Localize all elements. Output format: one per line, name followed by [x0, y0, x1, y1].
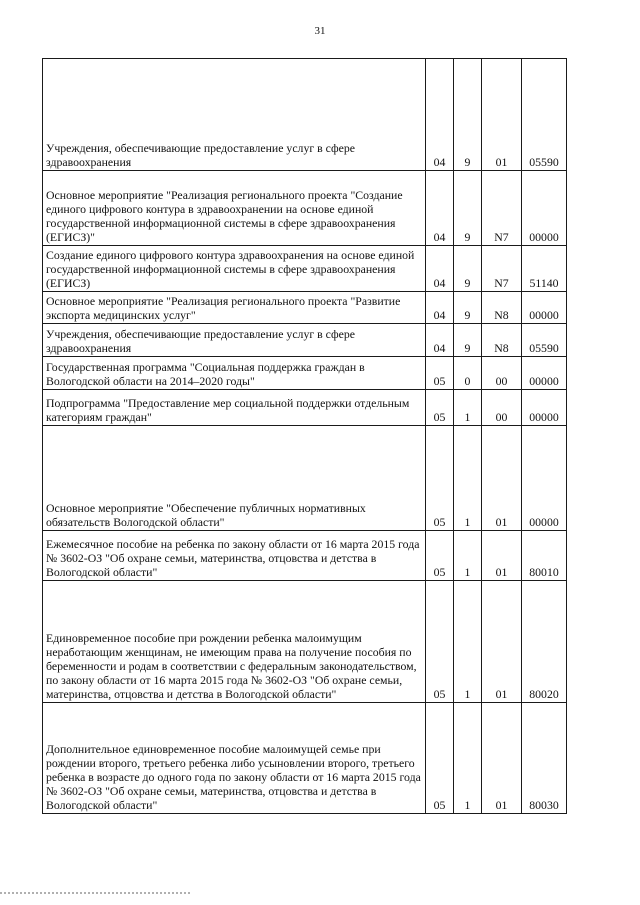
direction-code: 00000 — [522, 426, 567, 531]
table-row — [43, 357, 567, 390]
program-code: 1 — [454, 581, 482, 703]
program-code: 1 — [454, 531, 482, 581]
section-code: 04 — [426, 171, 454, 246]
section-code: 04 — [426, 59, 454, 171]
section-code: 04 — [426, 324, 454, 357]
program-code: 9 — [454, 59, 482, 171]
budget-classification-table — [42, 58, 567, 814]
subprogram-code: 01 — [482, 426, 522, 531]
item-name: Государственная программа "Социальная поддержка граждан в Вологодской области на 2014–2020 годы" — [43, 357, 426, 390]
subprogram-code: 00 — [482, 357, 522, 390]
program-code: 1 — [454, 703, 482, 814]
table-row — [43, 531, 567, 581]
section-code: 05 — [426, 390, 454, 426]
table-row — [43, 324, 567, 357]
section-code: 05 — [426, 426, 454, 531]
section-code: 04 — [426, 292, 454, 324]
direction-code: 00000 — [522, 171, 567, 246]
table-row — [43, 703, 567, 814]
table-row — [43, 426, 567, 531]
subprogram-code: 01 — [482, 59, 522, 171]
program-code: 1 — [454, 390, 482, 426]
subprogram-code: 01 — [482, 531, 522, 581]
item-name: Основное мероприятие "Реализация регионального проекта "Создание единого цифрового контура в здравоохранении на основе единой государственной информационной системы в сфере здравоохранения (ЕГИСЗ)" — [43, 171, 426, 246]
direction-code: 05590 — [522, 59, 567, 171]
subprogram-code: N8 — [482, 324, 522, 357]
direction-code: 05590 — [522, 324, 567, 357]
direction-code: 80030 — [522, 703, 567, 814]
item-name: Учреждения, обеспечивающие предоставление услуг в сфере здравоохранения — [43, 59, 426, 171]
direction-code: 80020 — [522, 581, 567, 703]
subprogram-code: 00 — [482, 390, 522, 426]
section-code: 05 — [426, 531, 454, 581]
section-code: 04 — [426, 246, 454, 292]
section-code: 05 — [426, 357, 454, 390]
table-row — [43, 171, 567, 246]
direction-code: 00000 — [522, 390, 567, 426]
program-code: 9 — [454, 324, 482, 357]
item-name: Основное мероприятие "Обеспечение публичных нормативных обязательств Вологодской области" — [43, 426, 426, 531]
program-code: 9 — [454, 292, 482, 324]
bottom-scan-edge — [0, 892, 190, 894]
table-row — [43, 59, 567, 171]
item-name: Ежемесячное пособие на ребенка по закону области от 16 марта 2015 года № 3602-ОЗ "Об охране семьи, материнства, отцовства и детства в Вологодской области" — [43, 531, 426, 581]
direction-code: 00000 — [522, 292, 567, 324]
program-code: 1 — [454, 426, 482, 531]
subprogram-code: N7 — [482, 246, 522, 292]
subprogram-code: 01 — [482, 581, 522, 703]
subprogram-code: N7 — [482, 171, 522, 246]
item-name: Подпрограмма "Предоставление мер социальной поддержки отдельным категориям граждан" — [43, 390, 426, 426]
program-code: 9 — [454, 171, 482, 246]
table-row — [43, 246, 567, 292]
subprogram-code: 01 — [482, 703, 522, 814]
direction-code: 51140 — [522, 246, 567, 292]
program-code: 9 — [454, 246, 482, 292]
item-name: Основное мероприятие "Реализация регионального проекта "Развитие экспорта медицинских услуг" — [43, 292, 426, 324]
item-name: Учреждения, обеспечивающие предоставление услуг в сфере здравоохранения — [43, 324, 426, 357]
table-row — [43, 390, 567, 426]
direction-code: 80010 — [522, 531, 567, 581]
table-row — [43, 581, 567, 703]
item-name: Создание единого цифрового контура здравоохранения на основе единой государственной информационной системы в сфере здравоохранения (ЕГИСЗ) — [43, 246, 426, 292]
section-code: 05 — [426, 581, 454, 703]
direction-code: 00000 — [522, 357, 567, 390]
subprogram-code: N8 — [482, 292, 522, 324]
section-code: 05 — [426, 703, 454, 814]
program-code: 0 — [454, 357, 482, 390]
table-row — [43, 292, 567, 324]
item-name: Дополнительное единовременное пособие малоимущей семье при рождении второго, третьего ребенка либо усыновлении второго, третьего ребенка в возрасте до одного года по закону области от 16 марта 2015 года № 3602-ОЗ "Об охране семьи, материнства, отцовства и детства в Вологодской области" — [43, 703, 426, 814]
page-number: 31 — [314, 25, 326, 37]
item-name: Единовременное пособие при рождении ребенка малоимущим неработающим женщинам, не имеющим права на получение пособия по беременности и родам в соответствии с федеральным законодательством, по закону области от 16 марта 2015 года № 3602-ОЗ "Об охране семьи, материнства, отцовства и детства в Вологодской области" — [43, 581, 426, 703]
